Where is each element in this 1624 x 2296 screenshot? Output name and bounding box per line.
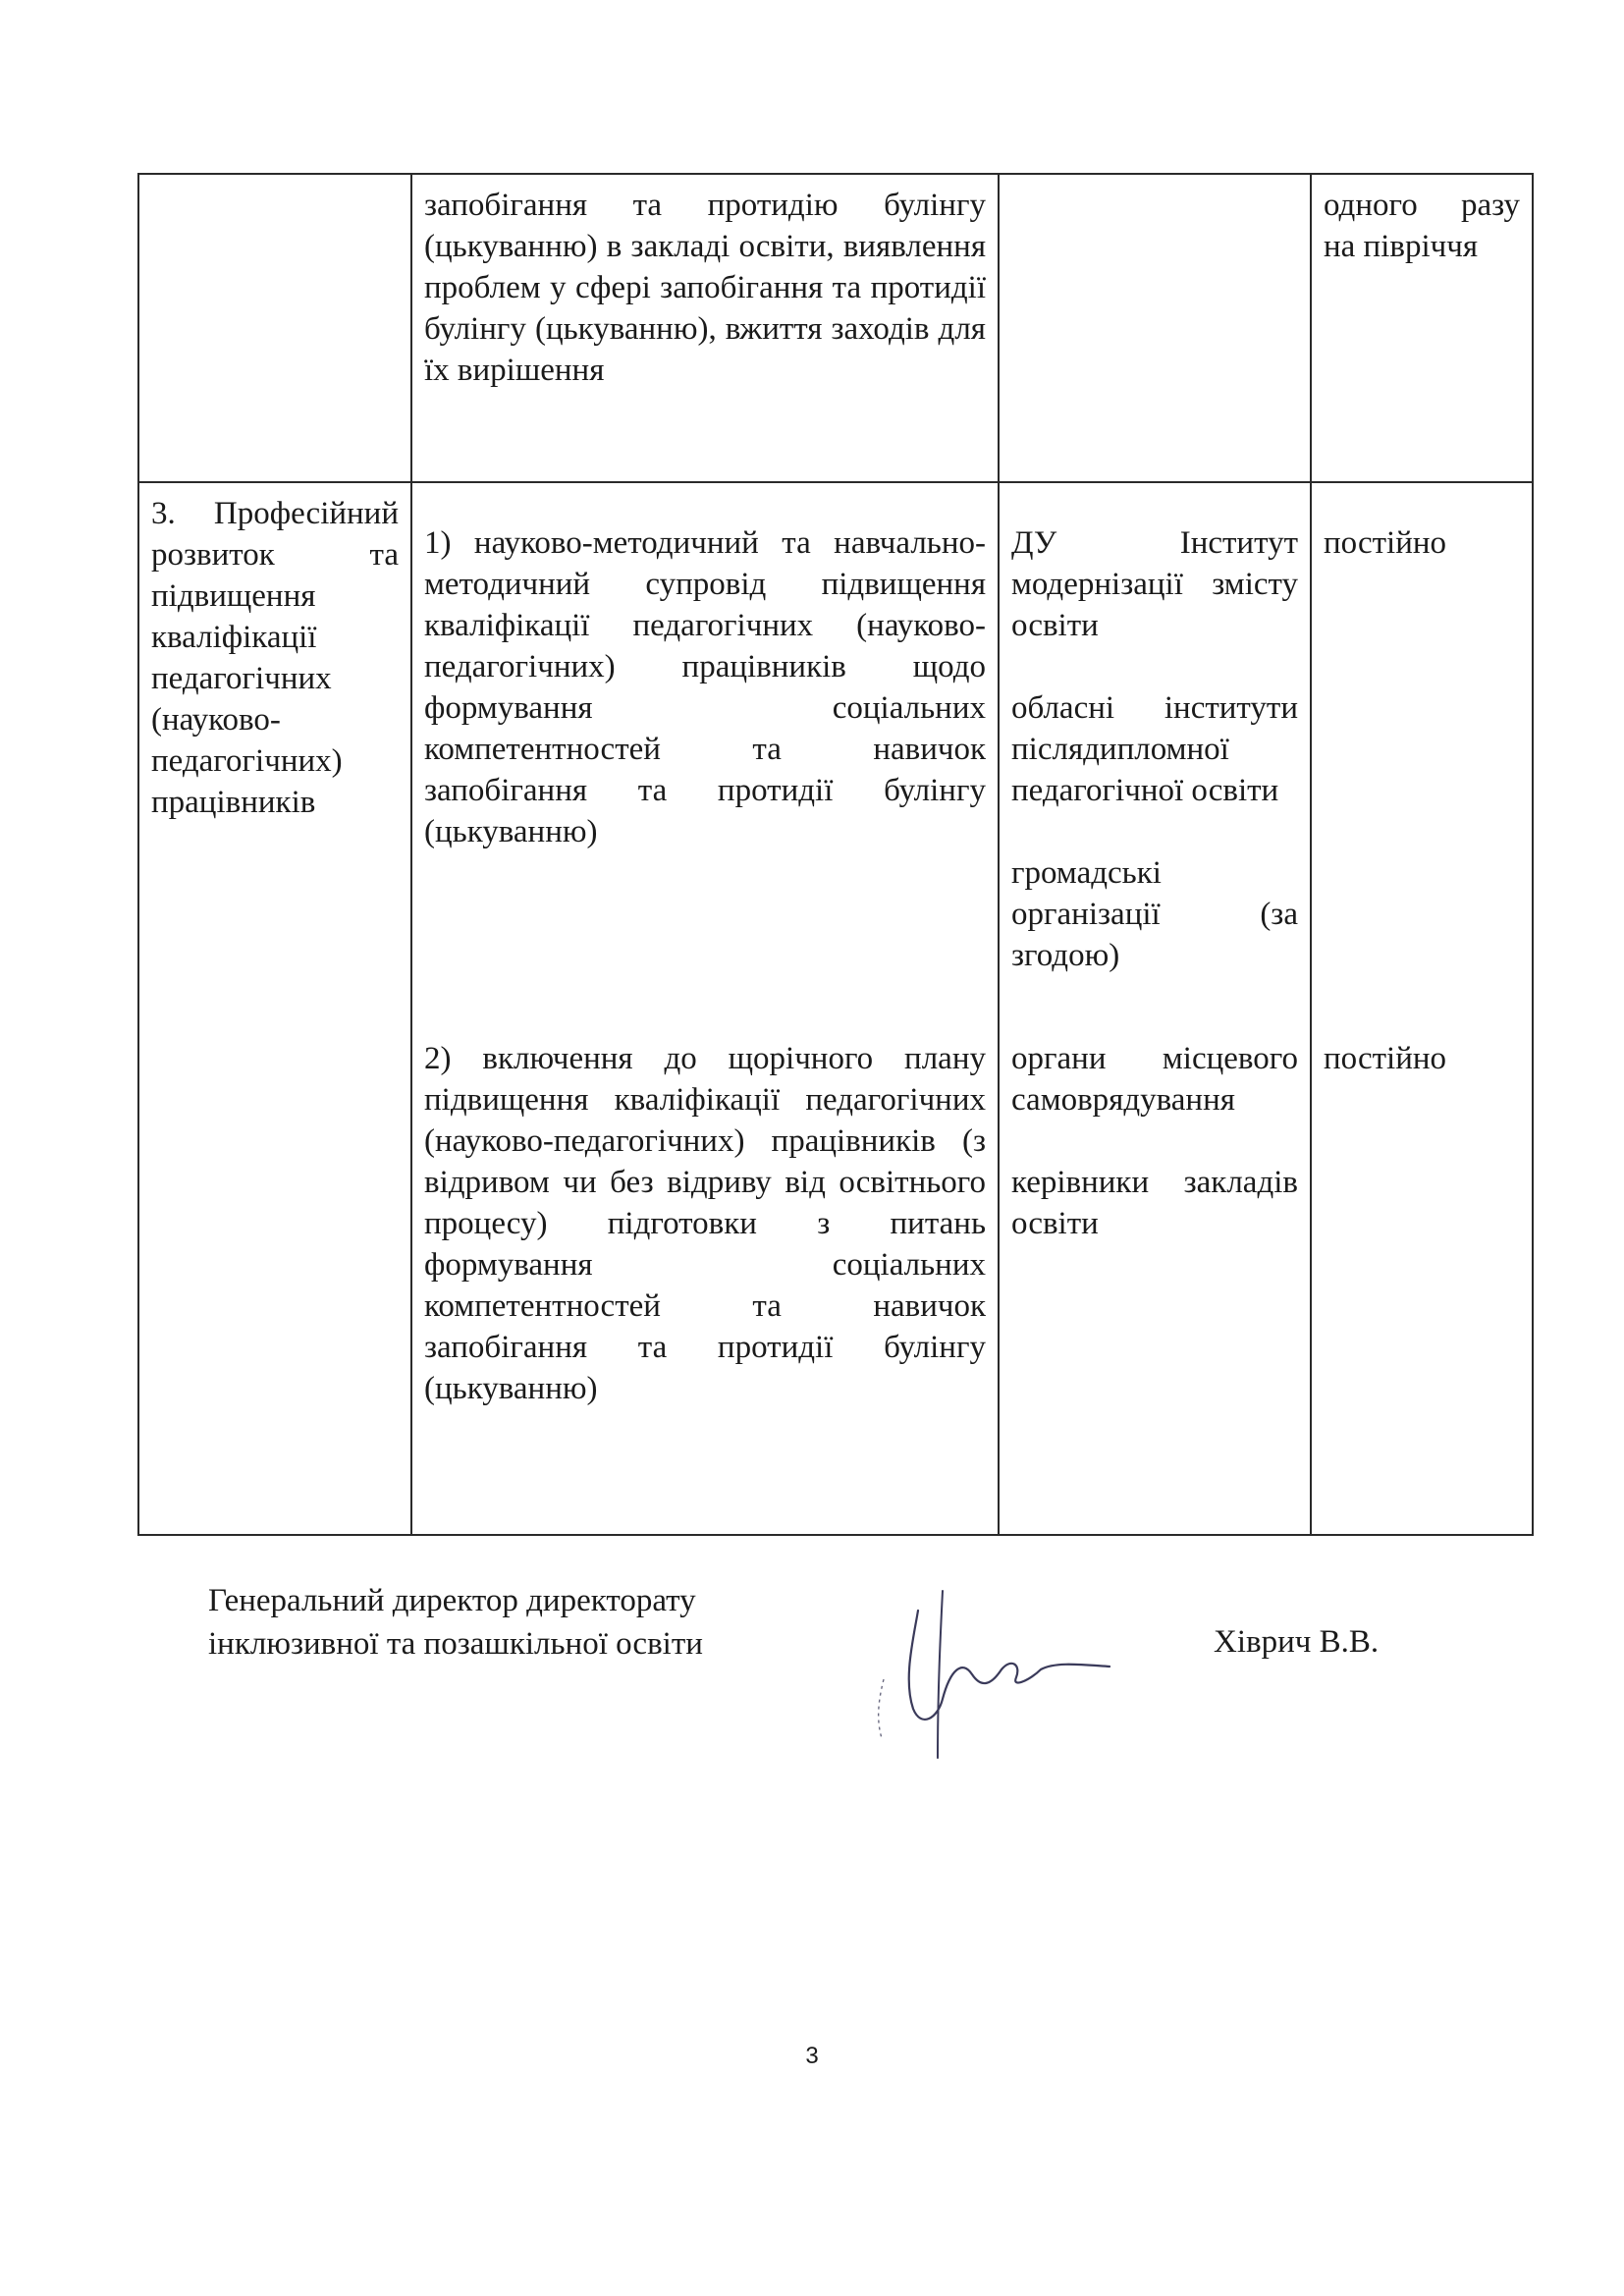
executor-text: органи місцевого самоврядування [1011,1041,1298,1118]
executors-cell [999,174,1311,482]
table-row [138,174,1533,482]
executor-text: ДУ Інститут модернізації змісту освіти [1011,525,1298,643]
term-cell [1311,482,1533,1028]
measure-cell [411,482,999,1028]
signatory-position [208,1579,703,1666]
position-line: Генеральний директор директорату [208,1583,696,1618]
executors-cell [999,1028,1311,1535]
term-cell: одного разу на півріччя [1311,174,1533,482]
executor-text: керівники закладів освіти [1011,1165,1298,1241]
executor-text: обласні інститути післядипломної педагогічної освіти [1011,690,1298,808]
measure-cell: 2) включення до щорічного плану підвищення кваліфікації педагогічних (науково-педагогічних) працівників (з відривом чи без відриву від освітнього процесу) підготовки з питань формування соціальних компетентностей та навичок запобігання та протидії булінгу (цькуванню) [411,1028,999,1535]
direction-cell [138,174,411,482]
term-cell: постійно [1311,1028,1533,1535]
direction-cell: 3. Професійний розвиток та підвищення кваліфікації педагогічних (науково-педагогічних) працівників [138,482,411,1535]
executor-text: громадські організації (за згодою) [1011,855,1298,973]
measure-cell: запобігання та протидію булінгу (цькуванню) в закладі освіти, виявлення проблем у сфері запобігання та протидії булінгу (цькуванню), вжиття заходів для їх вирішення [411,174,999,482]
signatory-name: Хіврич В.В. [1214,1624,1380,1660]
executors-cell [999,482,1311,1028]
position-line: інклюзивної та позашкільної освіти [208,1626,703,1662]
table-row [138,482,1533,1028]
term-text: постійно [1324,525,1447,561]
measure-text: 1) науково-методичний та навчально-методичний супровід підвищення кваліфікації педагогічних (науково-педагогічних) працівників щодо формування соціальних компетентностей та навичок запобігання та протидії булінгу (цькуванню) [424,525,986,849]
page-number: 3 [805,2043,819,2069]
measures-table [137,173,1534,1536]
handwritten-signature [844,1571,1139,1768]
